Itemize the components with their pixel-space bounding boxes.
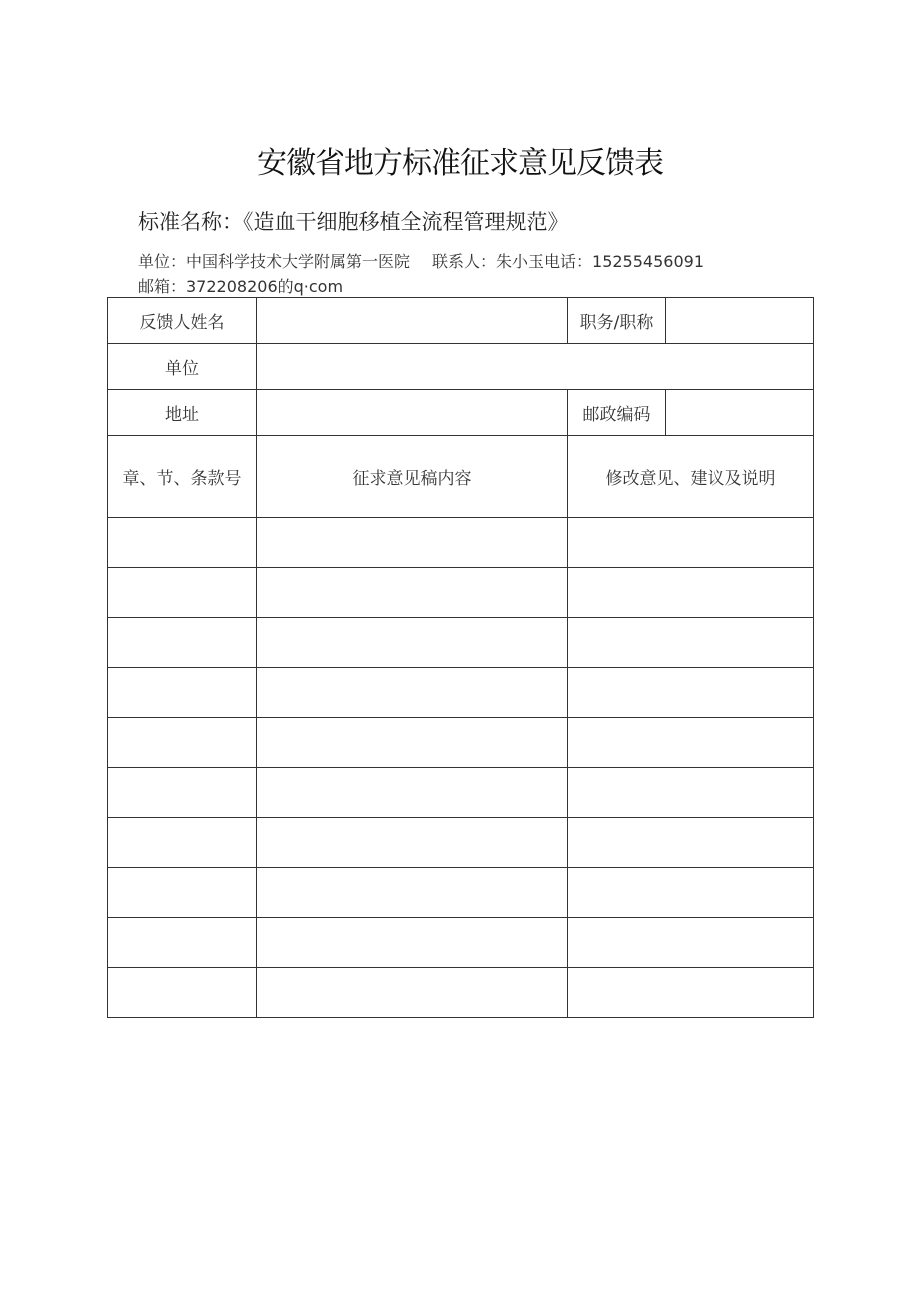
table-row (108, 718, 814, 768)
postcode-field[interactable] (666, 390, 814, 436)
content-cell[interactable] (257, 918, 568, 968)
content-cell[interactable] (257, 768, 568, 818)
suggestion-cell[interactable] (568, 968, 814, 1018)
suggestion-cell[interactable] (568, 868, 814, 918)
address-field[interactable] (257, 390, 568, 436)
unit-contact-line (138, 249, 704, 272)
table-row (108, 768, 814, 818)
content-cell[interactable] (257, 818, 568, 868)
clause-cell[interactable] (108, 868, 257, 918)
content-cell[interactable] (257, 618, 568, 668)
title-label: 职务/职称 (568, 298, 666, 344)
clause-cell[interactable] (108, 668, 257, 718)
clause-cell[interactable] (108, 568, 257, 618)
title-field[interactable] (666, 298, 814, 344)
content-cell[interactable] (257, 968, 568, 1018)
content-cell[interactable] (257, 668, 568, 718)
clause-cell[interactable] (108, 968, 257, 1018)
table-row (108, 668, 814, 718)
name-label: 反馈人姓名 (108, 298, 257, 344)
suggestion-cell[interactable] (568, 568, 814, 618)
clause-cell[interactable] (108, 718, 257, 768)
table-row (108, 818, 814, 868)
contact-text: 联系人：朱小玉电话：15255456091 (432, 252, 704, 271)
content-cell[interactable] (257, 568, 568, 618)
clause-cell[interactable] (108, 618, 257, 668)
clause-cell[interactable] (108, 518, 257, 568)
page-title: 安徽省地方标准征求意见反馈表 (257, 146, 663, 181)
content-cell[interactable] (257, 868, 568, 918)
suggestion-cell[interactable] (568, 518, 814, 568)
suggestion-cell[interactable] (568, 818, 814, 868)
suggestion-cell[interactable] (568, 718, 814, 768)
feedback-form-table (107, 297, 814, 1018)
standard-name: 标准名称：《造血干细胞移植全流程管理规范》 (138, 210, 569, 234)
unit-label: 单位 (108, 344, 257, 390)
table-row (108, 868, 814, 918)
content-cell[interactable] (257, 518, 568, 568)
suggestion-cell[interactable] (568, 668, 814, 718)
form-row-unit (108, 344, 814, 390)
table-row (108, 518, 814, 568)
form-row-name (108, 298, 814, 344)
comments-header-row (108, 436, 814, 518)
content-header: 征求意见稿内容 (257, 436, 568, 518)
table-row (108, 568, 814, 618)
unit-field[interactable] (257, 344, 814, 390)
table-row (108, 918, 814, 968)
suggestion-header: 修改意见、建议及说明 (568, 436, 814, 518)
clause-header: 章、节、条款号 (108, 436, 257, 518)
unit-text: 单位：中国科学技术大学附属第一医院 (138, 252, 411, 271)
postcode-label: 邮政编码 (568, 390, 666, 436)
form-row-address (108, 390, 814, 436)
suggestion-cell[interactable] (568, 918, 814, 968)
clause-cell[interactable] (108, 818, 257, 868)
address-label: 地址 (108, 390, 257, 436)
suggestion-cell[interactable] (568, 768, 814, 818)
suggestion-cell[interactable] (568, 618, 814, 668)
clause-cell[interactable] (108, 918, 257, 968)
clause-cell[interactable] (108, 768, 257, 818)
table-row (108, 968, 814, 1018)
table-row (108, 618, 814, 668)
content-cell[interactable] (257, 718, 568, 768)
name-field[interactable] (257, 298, 568, 344)
email-line: 邮箱：372208206的q·com (138, 277, 344, 296)
